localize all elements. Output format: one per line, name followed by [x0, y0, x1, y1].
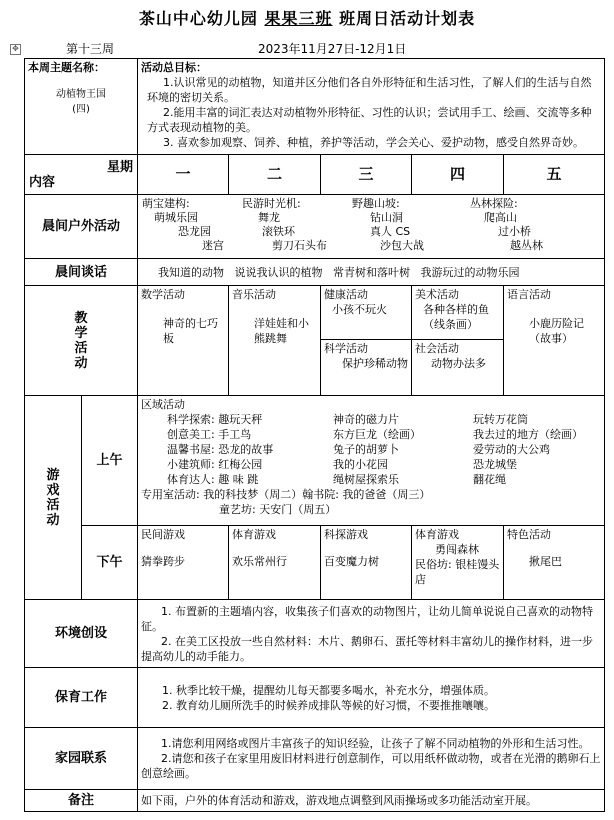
- music-activity: [229, 286, 321, 396]
- day-mon: 一: [138, 155, 229, 195]
- talk-content: [138, 259, 605, 286]
- notes-label: 备注: [25, 790, 138, 812]
- activity-subject: 社会活动: [415, 342, 459, 355]
- family-item: 1.请您利用网络或图片丰富孩子的知识经验，让孩子了解不同动植物的外形和生活习性。: [161, 737, 590, 750]
- outdoor-group: [242, 197, 352, 253]
- special-room-activity: 专用室活动: 我的科技梦（周二）翰书院: 我的爸爸（周三）: [141, 488, 431, 501]
- activity-content: 各种各样的鱼（线条画）: [423, 303, 489, 331]
- teaching-label-char: 教: [74, 310, 88, 326]
- outdoor-item: 过小桥: [498, 225, 531, 238]
- activity-subject: 健康活动: [324, 288, 368, 301]
- pm-game: [504, 526, 605, 600]
- pm-game-title: 民俗坊: 银桂馒头店: [415, 558, 500, 586]
- math-activity: [138, 286, 229, 396]
- pm-game-content: 勇闯森林: [435, 543, 479, 556]
- language-activity: [504, 286, 605, 396]
- outdoor-content: [138, 195, 605, 259]
- activity-subject: 科学活动: [324, 342, 368, 355]
- science-activity: [321, 340, 412, 396]
- pm-label: 下午: [82, 526, 138, 600]
- outdoor-item: 舞龙: [258, 211, 280, 224]
- day-fri: 五: [504, 155, 605, 195]
- pm-game: [229, 526, 321, 600]
- care-label: 保育工作: [25, 668, 138, 728]
- week-number: 第十三周: [66, 42, 115, 56]
- day-wed: 三: [321, 155, 412, 195]
- activity-content: 小孩不玩火: [332, 303, 387, 316]
- area-item: 科学探索: 趣玩天秤: [167, 413, 263, 426]
- content-label: 内容: [29, 174, 56, 190]
- social-activity: [412, 340, 504, 396]
- environment-item: 1. 布置新的主题墙内容，收集孩子们喜欢的动物图片，让幼儿简单说说自己喜欢的动物特征。: [141, 604, 593, 633]
- outdoor-item: 真人 CS: [370, 225, 411, 238]
- area-item: 兔子的胡萝卜: [333, 443, 399, 456]
- outdoor-item: 迷宫: [202, 239, 224, 252]
- area-item: 翻花绳: [473, 473, 506, 486]
- activity-content: 保护珍稀动物: [342, 357, 408, 370]
- outdoor-group: [470, 197, 580, 253]
- family-item: 2.请您和孩子在家里用废旧材料进行创意制作，可以用纸杯做动物，或者在光滑的鹅卵石上创意绘画。: [141, 752, 601, 780]
- pm-game-title: 特色活动: [507, 528, 551, 541]
- theme-value: 动植物王国: [56, 89, 106, 100]
- talk-item: 说说我认识的植物: [234, 265, 323, 279]
- page-title: [0, 6, 614, 29]
- day-thu: 四: [412, 155, 504, 195]
- activity-content: 洋娃娃和小熊跳舞: [254, 317, 309, 345]
- talk-label: 晨间谈话: [25, 259, 138, 286]
- environment-label: 环境创设: [25, 600, 138, 668]
- teaching-label-char: 动: [74, 355, 88, 371]
- pm-game-content: 揪尾巴: [529, 555, 562, 568]
- goals-label: 活动总目标：: [141, 61, 207, 74]
- outdoor-group-title: 萌宝建构:: [142, 197, 190, 210]
- activity-content: 神奇的七巧板: [163, 317, 218, 345]
- area-item: 小建筑师: 红梅公园: [167, 458, 263, 471]
- teaching-label-char: 学: [74, 325, 88, 341]
- outdoor-group: [142, 197, 242, 253]
- pm-game-content: 百变魔力树: [324, 555, 379, 568]
- pm-game-title: 体育游戏: [415, 528, 459, 541]
- talk-item: 我知道的动物: [158, 265, 224, 279]
- care-item: 1. 秋季比较干燥，提醒幼儿每天都要多喝水，补充水分，增强体质。: [162, 683, 495, 697]
- outdoor-group-title: 野趣山坡:: [352, 197, 400, 210]
- outdoor-item: 萌城乐园: [154, 211, 198, 224]
- teaching-label: [25, 286, 138, 396]
- area-item: 我的小花园: [333, 458, 388, 471]
- activity-content: 小鹿历险记（故事）: [529, 317, 584, 345]
- pm-game: [321, 526, 412, 600]
- outdoor-label: 晨间户外活动: [25, 195, 138, 259]
- theme-extra: (四): [72, 104, 90, 115]
- outdoor-group-title: 民游时光机:: [242, 197, 301, 210]
- care-item: 2. 教育幼儿厕所洗手的时候养成排队等候的好习惯，不要推推嚷嚷。: [162, 698, 495, 712]
- area-item: 体育达人: 趣 味 跳: [167, 473, 259, 486]
- family-content: [138, 728, 605, 790]
- teaching-label-char: 活: [74, 340, 88, 356]
- am-label: 上午: [82, 396, 138, 526]
- theme-cell: [25, 59, 138, 155]
- talk-item: 我游玩过的动物乐园: [420, 265, 520, 279]
- area-item: 东方巨龙（绘画）: [333, 428, 421, 441]
- special-room-activity: 童艺坊: 天安门（周五）: [219, 503, 337, 516]
- area-item: 爱劳动的大公鸡: [473, 443, 550, 456]
- activity-subject: 音乐活动: [232, 288, 276, 301]
- pm-game: [412, 526, 504, 600]
- table-move-icon[interactable]: ✥: [10, 44, 21, 55]
- outdoor-item: 恐龙园: [178, 225, 211, 238]
- talk-item: 常青树和落叶树: [333, 265, 410, 279]
- class-name: 果果三班: [264, 9, 333, 28]
- weekday-header-cell: [25, 155, 138, 195]
- pm-game-content: 欢乐常州行: [232, 555, 287, 568]
- outdoor-group-title: 丛林探险:: [470, 197, 518, 210]
- activity-content: 动物办法多: [431, 357, 486, 370]
- games-label-char: 戏: [46, 482, 60, 498]
- outdoor-item: 爬高山: [484, 211, 517, 224]
- weekday-label: 星期: [106, 159, 133, 175]
- activity-subject: 美术活动: [415, 288, 459, 301]
- care-content: [138, 668, 605, 728]
- pm-game-title: 体育游戏: [232, 528, 276, 541]
- goal-item: 3. 喜欢参加观察、饲养、种植，养护等活动，学会关心、爱护动物，感受自然界奇妙。: [163, 136, 584, 149]
- games-label: [25, 396, 82, 600]
- pm-game-content: 猜拳跨步: [141, 555, 185, 568]
- notes-content: 如下雨，户外的体育活动和游戏，游戏地点调整到风雨操场或多功能活动室开展。: [138, 790, 605, 812]
- family-label: 家园联系: [25, 728, 138, 790]
- games-label-char: 活: [46, 497, 60, 513]
- environment-content: [138, 600, 605, 668]
- pm-game: [138, 526, 229, 600]
- area-item: 温馨书屋: 恐龙的故事: [167, 443, 274, 456]
- games-label-char: 游: [46, 467, 60, 483]
- area-item: 玩转万花筒: [473, 413, 528, 426]
- environment-item: 2. 在美工区投放一些自然材料：木片、鹅卵石、蛋托等材料丰富幼儿的操作材料，进一步提高幼儿的动手能力。: [141, 634, 593, 663]
- area-activities: [138, 396, 605, 526]
- goal-item: 2.能用丰富的词汇表达对动植物外形特征、习性的认识；尝试用手工、绘画、交流等多种方式表现动植物的美。: [147, 106, 592, 134]
- area-item: 绳树屋探索乐: [333, 473, 399, 486]
- pm-game-title: 民间游戏: [141, 528, 185, 541]
- outdoor-item: 越丛林: [510, 239, 543, 252]
- theme-label: 本周主题名称：: [28, 61, 105, 74]
- school-name: 茶山中心幼儿园: [138, 9, 258, 28]
- art-activity: [412, 286, 504, 340]
- goals-cell: [138, 59, 605, 155]
- activity-subject: 数学活动: [141, 288, 185, 301]
- outdoor-item: 沙包大战: [380, 239, 424, 252]
- games-label-char: 动: [46, 512, 60, 528]
- activity-subject: 语言活动: [507, 288, 551, 301]
- goal-item: 1.认识常见的动植物，知道并区分他们各自外形特征和生活习性，了解人们的生活与自然环境的密切关系。: [147, 76, 592, 104]
- area-item: 神奇的磁力片: [333, 413, 399, 426]
- outdoor-item: 钻山洞: [370, 211, 403, 224]
- health-activity: [321, 286, 412, 340]
- outdoor-item: 剪刀石头布: [272, 239, 327, 252]
- day-tue: 二: [229, 155, 321, 195]
- title-rest: 班周日活动计划表: [339, 9, 476, 28]
- area-item: 我去过的地方（绘画）: [473, 428, 583, 441]
- outdoor-item: 滚铁环: [262, 225, 295, 238]
- area-item: 恐龙城堡: [473, 458, 517, 471]
- plan-table: [24, 58, 605, 812]
- pm-game-title: 科探游戏: [324, 528, 368, 541]
- area-item: 创意美工: 手工鸟: [167, 428, 252, 441]
- date-range: 2023年11月27日-12月1日: [258, 42, 407, 56]
- area-title: 区域活动: [141, 398, 185, 411]
- outdoor-group: [352, 197, 470, 253]
